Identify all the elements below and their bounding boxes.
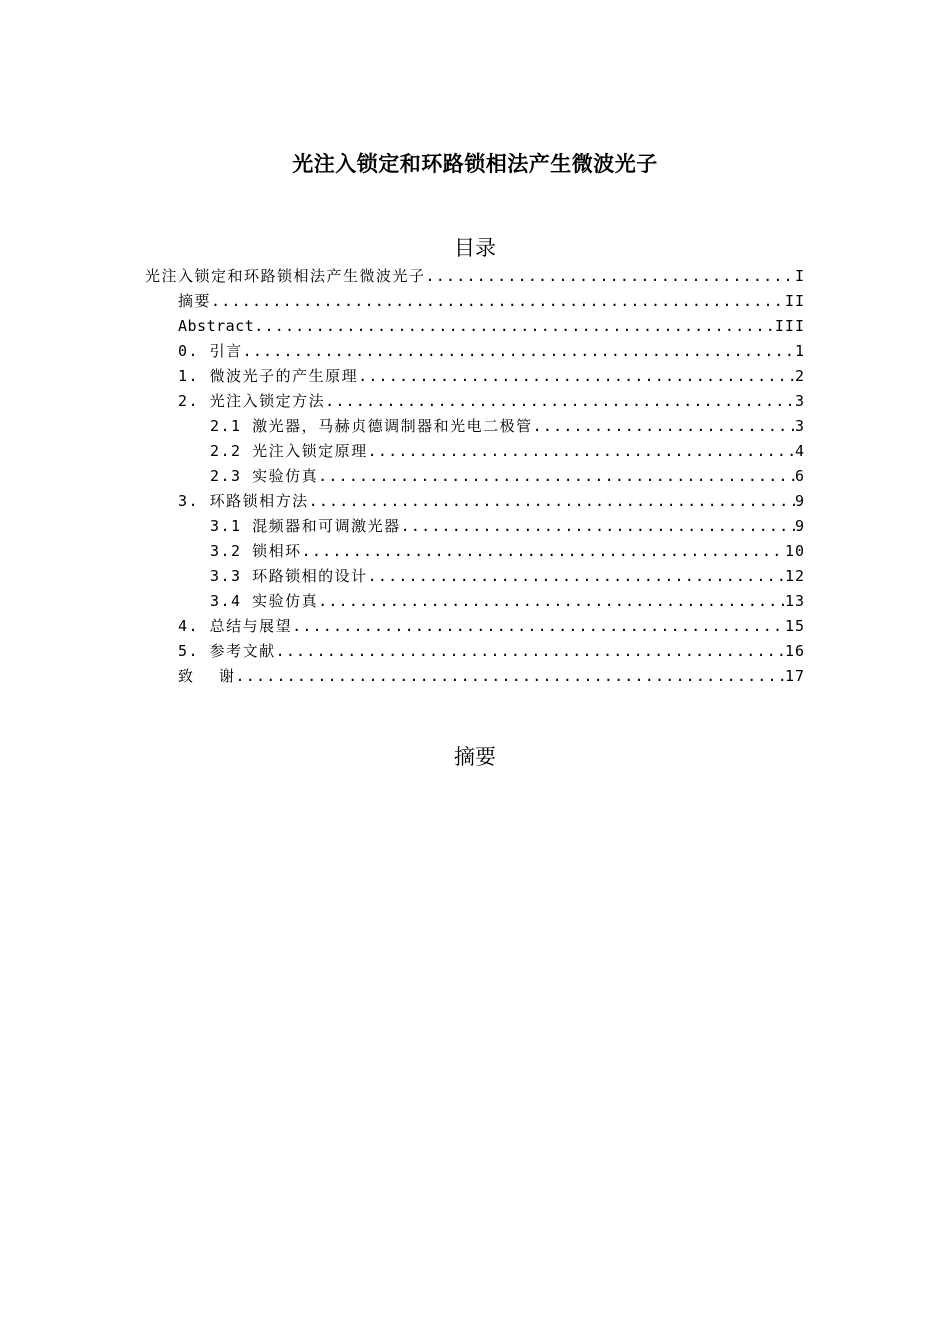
- toc-entry-label: 3.4 实验仿真: [210, 592, 319, 610]
- toc-leader-dots: [318, 464, 795, 489]
- toc-entry[interactable]: [178, 389, 805, 414]
- toc-entry[interactable]: [178, 614, 805, 639]
- toc-entry-page: 16: [784, 642, 805, 660]
- toc-entry[interactable]: [178, 339, 805, 364]
- toc-entry[interactable]: [210, 564, 805, 589]
- toc-leader-dots: [254, 314, 775, 339]
- toc-entry-label: 2.1 激光器，马赫贞德调制器和光电二极管: [210, 417, 533, 435]
- toc-entry-label: 致 谢: [178, 667, 236, 685]
- toc-entry[interactable]: [210, 414, 805, 439]
- toc-entry-page: 9: [794, 517, 805, 535]
- toc-entry[interactable]: [178, 314, 805, 339]
- toc-entry[interactable]: [178, 364, 805, 389]
- toc-entry-label: 4. 总结与展望: [178, 617, 293, 635]
- toc-entry[interactable]: [210, 514, 805, 539]
- toc-entry-label: 3.1 混频器和可调激光器: [210, 517, 401, 535]
- toc-entry-page: 12: [784, 567, 805, 585]
- toc-leader-dots: [243, 339, 795, 364]
- toc-entry-label: 1. 微波光子的产生原理: [178, 367, 359, 385]
- toc-entry-page: 4: [794, 442, 805, 460]
- toc-entry-label: Abstract: [178, 317, 255, 335]
- toc-leader-dots: [358, 364, 795, 389]
- toc-leader-dots: [426, 264, 795, 289]
- toc-entry[interactable]: [178, 289, 805, 314]
- toc-entry-page: 1: [794, 342, 805, 360]
- toc-entry-label: 摘要: [178, 292, 212, 310]
- toc-entry-label: 3.3 环路锁相的设计: [210, 567, 368, 585]
- toc-heading: 目录: [454, 236, 496, 260]
- toc-entry-label: 光注入锁定和环路锁相法产生微波光子: [145, 267, 426, 285]
- toc-entry-page: 3: [794, 417, 805, 435]
- toc-leader-dots: [325, 389, 795, 414]
- toc-entry-page: 6: [794, 467, 805, 485]
- toc-entry[interactable]: [178, 664, 805, 689]
- toc-entry-page: II: [784, 292, 805, 310]
- toc-entry-label: 2.3 实验仿真: [210, 467, 319, 485]
- toc-leader-dots: [368, 564, 785, 589]
- toc-leader-dots: [401, 514, 795, 539]
- toc-leader-dots: [302, 539, 785, 564]
- toc-entry-page: 2: [794, 367, 805, 385]
- toc-entry[interactable]: [210, 464, 805, 489]
- toc-leader-dots: [276, 639, 785, 664]
- toc-entry-page: 15: [784, 617, 805, 635]
- toc-leader-dots: [318, 589, 785, 614]
- toc-entry[interactable]: [178, 489, 805, 514]
- toc-entry[interactable]: [145, 264, 805, 289]
- toc-leader-dots: [309, 489, 795, 514]
- toc-entry-page: 17: [784, 667, 805, 685]
- abstract-heading: 摘要: [454, 745, 496, 769]
- toc-entry[interactable]: [178, 639, 805, 664]
- toc-leader-dots: [236, 664, 785, 689]
- toc-entry-label: 3.2 锁相环: [210, 542, 302, 560]
- toc-entry-label: 3. 环路锁相方法: [178, 492, 309, 510]
- toc-entry-page: 13: [784, 592, 805, 610]
- toc-entry-page: III: [774, 317, 805, 335]
- toc-entry[interactable]: [210, 589, 805, 614]
- toc-leader-dots: [533, 414, 795, 439]
- toc-entry[interactable]: [210, 539, 805, 564]
- toc-leader-dots: [211, 289, 785, 314]
- toc-leader-dots: [292, 614, 785, 639]
- toc-entry-label: 0. 引言: [178, 342, 243, 360]
- toc-entry-page: I: [794, 267, 805, 285]
- toc-entry-label: 2.2 光注入锁定原理: [210, 442, 368, 460]
- toc-entry-page: 9: [794, 492, 805, 510]
- toc-entry-label: 2. 光注入锁定方法: [178, 392, 326, 410]
- toc-entry-page: 10: [784, 542, 805, 560]
- document-title: 光注入锁定和环路锁相法产生微波光子: [292, 152, 658, 176]
- toc-entry-page: 3: [794, 392, 805, 410]
- toc-entry[interactable]: [210, 439, 805, 464]
- toc-entry-label: 5. 参考文献: [178, 642, 276, 660]
- toc-leader-dots: [368, 439, 795, 464]
